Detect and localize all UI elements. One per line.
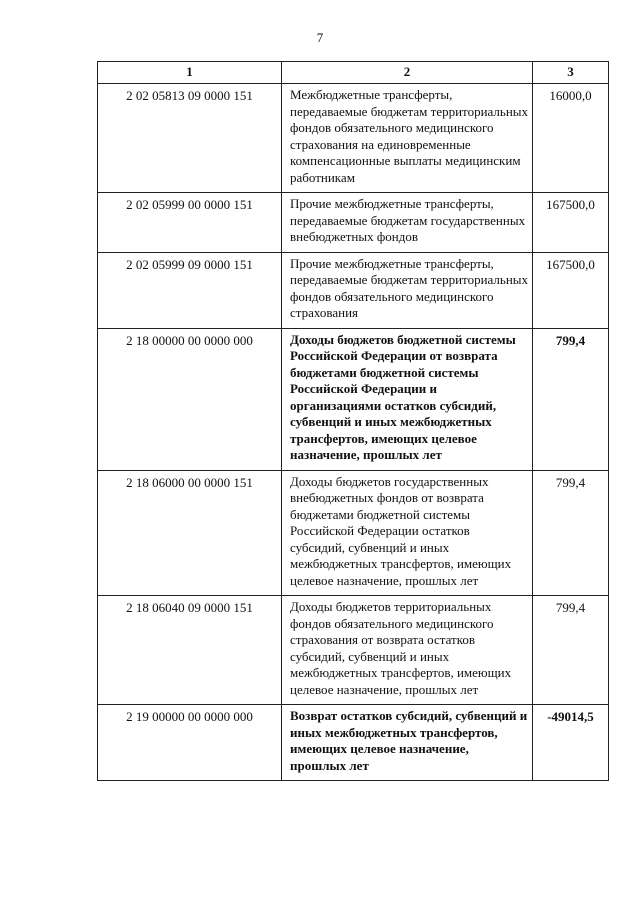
row-name: Возврат остатков субсидий, субвенций и иных межбюджетных трансфертов, имеющих целевое назначение, прошлых лет bbox=[282, 705, 533, 781]
table-header-row bbox=[98, 62, 609, 84]
row-code: 2 18 06040 09 0000 151 bbox=[98, 596, 282, 705]
table-row bbox=[98, 470, 609, 596]
table-row bbox=[98, 596, 609, 705]
budget-table bbox=[97, 61, 609, 781]
column-header-code: 1 bbox=[98, 62, 282, 84]
row-name: Доходы бюджетов территориальных фондов обязательного медицинского страхования от возврата остатков субсидий, субвенций и иных межбюджетных трансфертов, имеющих целевое назначение, прошлых лет bbox=[282, 596, 533, 705]
row-code: 2 02 05999 00 0000 151 bbox=[98, 193, 282, 253]
row-code: 2 18 00000 00 0000 000 bbox=[98, 328, 282, 470]
row-code: 2 18 06000 00 0000 151 bbox=[98, 470, 282, 596]
row-amount: 167500,0 bbox=[533, 252, 609, 328]
row-code: 2 02 05999 09 0000 151 bbox=[98, 252, 282, 328]
table-row bbox=[98, 84, 609, 193]
column-header-name: 2 bbox=[282, 62, 533, 84]
row-amount: 799,4 bbox=[533, 328, 609, 470]
row-amount: 16000,0 bbox=[533, 84, 609, 193]
row-code: 2 02 05813 09 0000 151 bbox=[98, 84, 282, 193]
column-header-amount: 3 bbox=[533, 62, 609, 84]
row-name: Доходы бюджетов государственных внебюджетных фондов от возврата бюджетами бюджетной системы Российской Федерации остатков субсидий, субвенций и иных межбюджетных трансфертов, имеющих целевое назначение, прошлых лет bbox=[282, 470, 533, 596]
row-name: Прочие межбюджетные трансферты, передаваемые бюджетам территориальных фондов обязательного медицинского страхования bbox=[282, 252, 533, 328]
row-amount: -49014,5 bbox=[533, 705, 609, 781]
row-name: Доходы бюджетов бюджетной системы Российской Федерации от возврата бюджетами бюджетной системы Российской Федерации и организациями остатков субсидий, субвенций и иных межбюджетных трансфертов, имеющих целевое назначение, прошлых лет bbox=[282, 328, 533, 470]
row-amount: 799,4 bbox=[533, 596, 609, 705]
row-name: Прочие межбюджетные трансферты, передаваемые бюджетам государственных внебюджетных фондов bbox=[282, 193, 533, 253]
table-row bbox=[98, 252, 609, 328]
page-number: 7 bbox=[316, 30, 324, 45]
row-code: 2 19 00000 00 0000 000 bbox=[98, 705, 282, 781]
table-row bbox=[98, 705, 609, 781]
table-row bbox=[98, 193, 609, 253]
row-amount: 799,4 bbox=[533, 470, 609, 596]
row-name: Межбюджетные трансферты, передаваемые бюджетам территориальных фондов обязательного медицинского страхования на единовременные компенсационные выплаты медицинским работникам bbox=[282, 84, 533, 193]
row-amount: 167500,0 bbox=[533, 193, 609, 253]
table-row bbox=[98, 328, 609, 470]
